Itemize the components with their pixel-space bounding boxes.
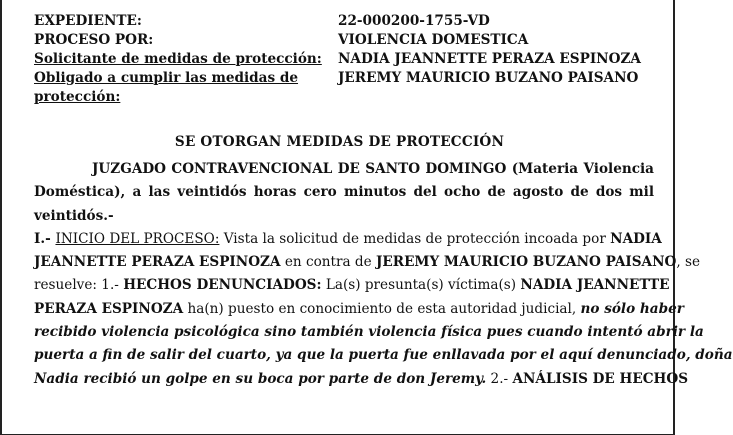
handwritten-like-text-2: recibido violencia psicológica sino también violencia física pues cuando intentó abrir la <box>34 324 704 341</box>
solicitante-value: NADIA JEANNETTE PERAZA ESPINOZA <box>338 51 641 67</box>
body-line-4 <box>34 228 662 251</box>
section-text: Vista la solicitud de medidas de protección incoada por <box>219 230 611 247</box>
expediente-value: 22-000200-1755-VD <box>338 13 490 29</box>
header-row-proceso <box>34 31 653 50</box>
solicitante-label: Solicitante de medidas de protección: <box>34 51 322 67</box>
body-line-9 <box>34 344 733 367</box>
body-line-6 <box>34 274 670 297</box>
section-heading: INICIO DEL PROCESO: <box>55 230 220 247</box>
section-text-knowledge: ha(n) puesto en conocimiento de esta autoridad judicial, <box>183 300 581 317</box>
obligado-value: JEREMY MAURICIO BUZANO PAISANO <box>338 70 639 86</box>
body-line-10 <box>34 368 689 391</box>
handwritten-like-text-3: puerta a fin de salir del cuarto, ya que la puerta fue enllavada por el aquí denunciado, doña <box>34 347 733 364</box>
court-date: Doméstica), a las veintidós horas cero minutos del ocho de agosto de dos mil <box>34 184 654 201</box>
expediente-label: EXPEDIENTE: <box>34 13 142 29</box>
handwritten-like-text-4: Nadia recibió un golpe en su boca por parte de don Jeremy. <box>34 370 487 387</box>
document-body <box>34 158 733 391</box>
body-line-1 <box>34 158 654 181</box>
hechos-heading: HECHOS DENUNCIADOS: <box>123 277 322 294</box>
body-line-8 <box>34 321 704 344</box>
document-title: SE OTORGAN MEDIDAS DE PROTECCIÓN <box>174 134 505 150</box>
court-date-end: veintidós.- <box>34 207 114 224</box>
handwritten-like-text-1: no sólo haber <box>580 300 684 317</box>
analisis-heading: ANÁLISIS DE HECHOS <box>512 370 689 387</box>
court-name: JUZGADO CONTRAVENCIONAL DE SANTO DOMINGO <box>92 161 507 177</box>
body-line-7 <box>34 298 684 321</box>
header-row-solicitante <box>34 50 653 69</box>
body-line-3 <box>34 205 654 228</box>
section-text-se: , se <box>676 254 701 271</box>
victim-surname-again: PERAZA ESPINOZA <box>34 300 184 317</box>
victim-name-again: NADIA JEANNETTE <box>520 277 670 294</box>
section-text-victims: La(s) presunta(s) víctima(s) <box>321 277 521 294</box>
body-line-2 <box>34 181 654 204</box>
section-text-resuelve: resuelve: 1.- <box>34 277 124 294</box>
accused-name: JEREMY MAURICIO BUZANO PAISANO <box>375 254 677 271</box>
proceso-value: VIOLENCIA DOMESTICA <box>338 32 529 48</box>
obligado-label-line2: protección: <box>34 89 121 105</box>
body-line-5 <box>34 251 701 274</box>
proceso-label: PROCESO POR: <box>34 32 154 48</box>
section-text-against: en contra de <box>280 254 376 271</box>
court-matter: (Materia Violencia <box>506 161 654 177</box>
obligado-label-line1: Obligado a cumplir las medidas de <box>34 70 299 86</box>
section-text-2: 2.- <box>486 370 513 387</box>
section-number: I.- <box>34 230 56 247</box>
victim-name-first: NADIA <box>610 230 662 247</box>
case-header <box>34 12 653 107</box>
header-row-obligado-2 <box>34 88 653 107</box>
victim-name-rest: JEANNETTE PERAZA ESPINOZA <box>34 254 281 271</box>
header-row-obligado <box>34 69 653 88</box>
header-row-expediente <box>34 12 653 31</box>
